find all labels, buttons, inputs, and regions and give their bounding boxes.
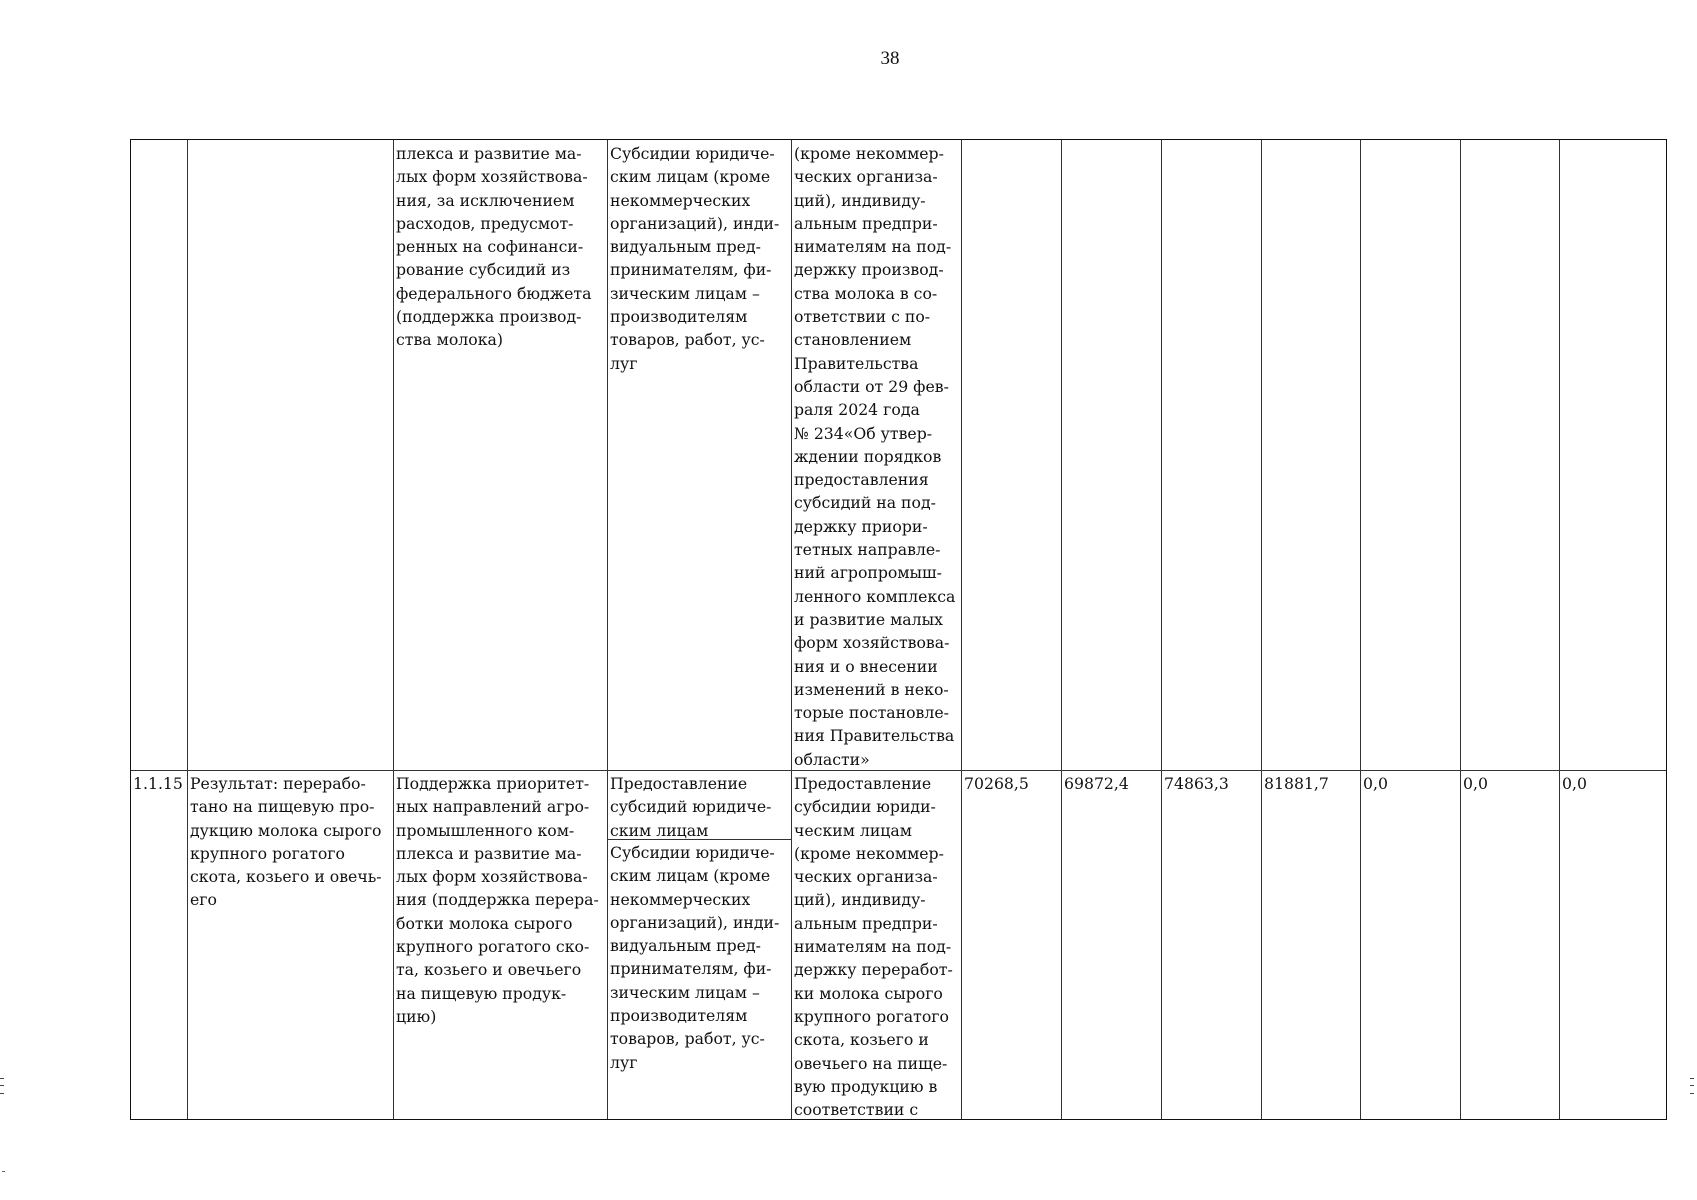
measure-cell: Поддержка приоритет- ных направлений агро- промышленного ком- плекса и развитие ма- лых форм хозяйствова- ния (поддержка перера- ботки молока сырого крупного рогатого ско- та, козьего и овечьего на пищевую продук- цию) — [396, 774, 599, 1026]
value-cell: 0,0 — [1363, 774, 1388, 793]
column-divider — [1559, 140, 1560, 1119]
column-divider — [1061, 140, 1062, 1119]
continued-measure-cell: плекса и развитие ма- лых форм хозяйствова- ния, за исключением расходов, предусмот- ренных на софинанси- рование субсидий из федерального бюджета (поддержка производ- ства молока) — [396, 144, 592, 350]
value-cell: 74863,3 — [1164, 774, 1229, 793]
continued-description-cell: (кроме некоммер- ческих организа- ций), индивиду- альным предпри- нимателям на под- держку производ- ства молока в со- ответствии с по- становлением Правительства области от 29 фев- раля 2024 года № 234«Об утвер- ждении порядков предоставления субсидий на под- держку приори- тетных направле- ний агропромыш- ленного комплекса и развитие малых форм хозяйствова- ния и о внесении изменений в неко- торые постановле- ния Правительства области» — [794, 144, 956, 769]
scan-edge-mark — [0, 1078, 4, 1094]
result-cell: Результат: перерабо- тано на пищевую про- дукцию молока сырого крупного рогатого скота, козьего и овечь- его — [190, 774, 382, 910]
page-number: 38 — [880, 48, 900, 69]
row-number-cell: 1.1.15 — [133, 774, 183, 793]
column-divider — [1360, 140, 1361, 1119]
value-cell: 0,0 — [1463, 774, 1488, 793]
type-bottom-cell: Субсидии юридиче- ским лицам (кроме некоммерческих организаций), инди- видуальным пред- принимателям, фи- зическим лицам – производителям товаров, работ, ус- луг — [610, 843, 780, 1072]
description-cell: Предоставление субсидии юриди- ческим лицам (кроме некоммер- ческих организа- ций), индивиду- альным предпри- нимателям на под- держку переработ- ки молока сырого крупного рогатого скота, козьего и овечьего на пище- вую продукцию в соответствии с — [794, 774, 953, 1120]
column-divider — [1161, 140, 1162, 1119]
document-table — [130, 139, 1667, 1120]
column-divider — [1261, 140, 1262, 1119]
value-cell: 69872,4 — [1064, 774, 1129, 793]
scan-edge-mark — [1690, 1078, 1694, 1094]
value-cell: 81881,7 — [1264, 774, 1329, 793]
type-top-cell: Предоставление субсидий юридиче- ским лицам — [610, 774, 772, 840]
column-divider — [187, 140, 188, 1119]
value-cell: 0,0 — [1562, 774, 1587, 793]
value-cell: 70268,5 — [964, 774, 1029, 793]
column-divider — [1460, 140, 1461, 1119]
continued-type-cell: Субсидии юридиче- ским лицам (кроме некоммерческих организаций), инди- видуальным пред- принимателям, фи- зическим лицам – производителям товаров, работ, ус- луг — [610, 144, 780, 373]
column-divider — [961, 140, 962, 1119]
scan-artifact — [2, 1171, 5, 1172]
